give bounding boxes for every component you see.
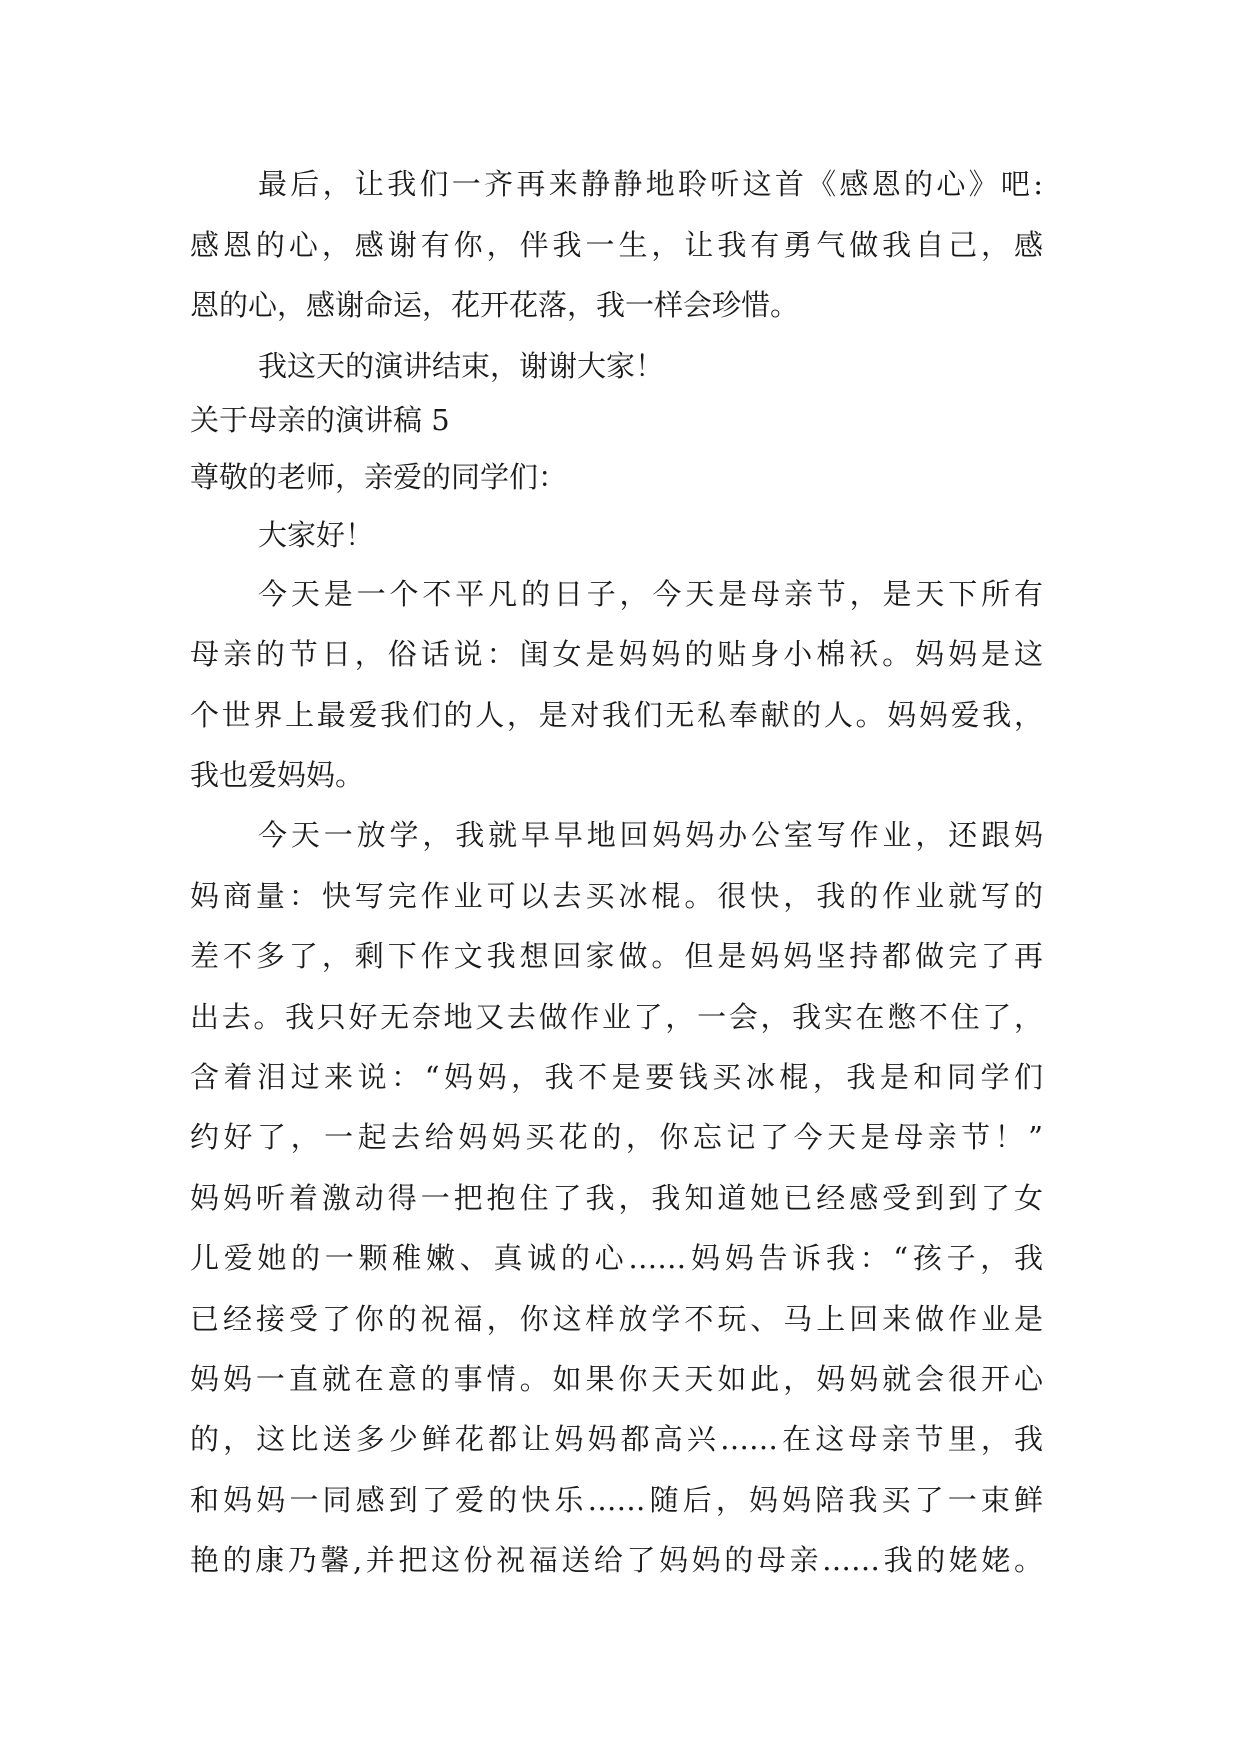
paragraph-line: 艳的康乃馨,并把这份祝福送给了妈妈的母亲……我的姥姥。: [190, 1543, 1043, 1577]
greeting-line: 大家好！: [258, 518, 375, 552]
paragraph-line: 的，这比送多少鲜花都让妈妈都高兴……在这母亲节里，我: [190, 1422, 1043, 1456]
paragraph-line: 我这天的演讲结束，谢谢大家！: [258, 349, 665, 383]
salutation-line: 尊敬的老师，亲爱的同学们：: [190, 460, 568, 494]
section-heading: 关于母亲的演讲稿 5: [190, 403, 450, 437]
paragraph-line: 今天一放学，我就早早地回妈妈办公室写作业，还跟妈: [258, 818, 1043, 852]
paragraph-line: 约好了，一起去给妈妈买花的，你忘记了今天是母亲节！”: [190, 1120, 1043, 1154]
paragraph-line: 出去。我只好无奈地又去做作业了，一会，我实在憋不住了，: [190, 1000, 1043, 1034]
paragraph-line: 妈妈听着激动得一把抱住了我，我知道她已经感受到到了女: [190, 1181, 1043, 1215]
paragraph-line: 恩的心，感谢命运，花开花落，我一样会珍惜。: [190, 288, 800, 322]
paragraph-line: 妈商量：快写完作业可以去买冰棍。很快，我的作业就写的: [190, 879, 1043, 913]
paragraph-line: 个世界上最爱我们的人，是对我们无私奉献的人。妈妈爱我，: [190, 698, 1043, 732]
paragraph-line: 今天是一个不平凡的日子，今天是母亲节，是天下所有: [258, 577, 1043, 611]
paragraph-line: 儿爱她的一颗稚嫩、真诚的心……妈妈告诉我：“孩子，我: [190, 1241, 1043, 1275]
paragraph-line: 已经接受了你的祝福，你这样放学不玩、马上回来做作业是: [190, 1302, 1043, 1336]
paragraph-line: 母亲的节日，俗话说：闺女是妈妈的贴身小棉袄。妈妈是这: [190, 637, 1043, 671]
paragraph-line: 我也爱妈妈。: [190, 758, 365, 792]
paragraph-line: 和妈妈一同感到了爱的快乐……随后，妈妈陪我买了一束鲜: [190, 1483, 1043, 1517]
paragraph-line: 差不多了，剩下作文我想回家做。但是妈妈坚持都做完了再: [190, 939, 1043, 973]
paragraph-line: 妈妈一直就在意的事情。如果你天天如此，妈妈就会很开心: [190, 1362, 1043, 1396]
paragraph-line: 最后，让我们一齐再来静静地聆听这首《感恩的心》吧:: [258, 167, 1043, 201]
paragraph-line: 感恩的心，感谢有你，伴我一生，让我有勇气做我自己，感: [190, 228, 1043, 262]
paragraph-line: 含着泪过来说：“妈妈，我不是要钱买冰棍，我是和同学们: [190, 1060, 1043, 1094]
